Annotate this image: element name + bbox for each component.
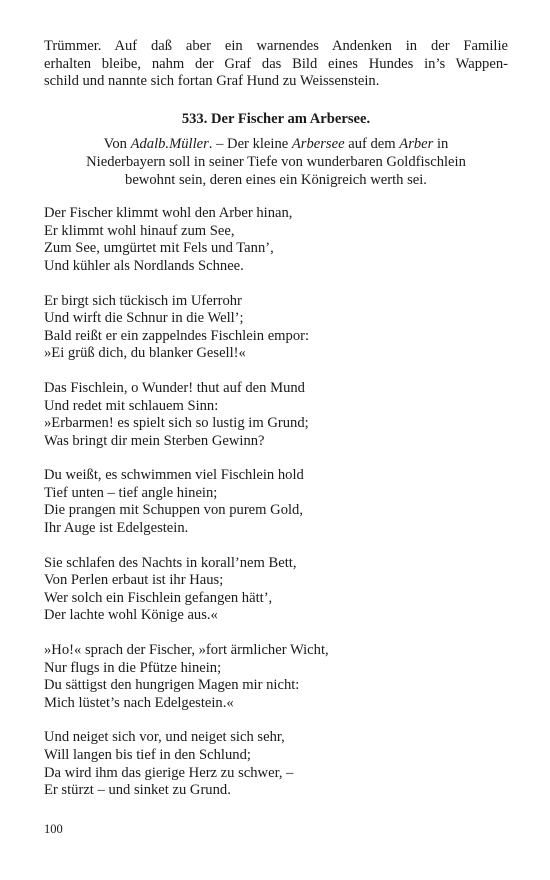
poem-verse: Und neiget sich vor, und neiget sich sehr, [44,729,285,746]
intro-line: erhalten bleibe, nahm der Graf das Bild eines Hundes in’s Wappen- [44,55,508,72]
poem-verse: Der lachte wohl Könige aus.« [44,607,218,624]
poem [44,205,508,800]
poem-verse: Nur flugs in die Pfütze hinein; [44,659,222,676]
poem-verse: Die prangen mit Schuppen von purem Gold, [44,502,303,519]
poem-stanza [44,380,508,450]
poem-stanza [44,642,508,712]
poem-verse: Bald reißt er ein zappelndes Fischlein empor: [44,327,310,344]
poem-stanza [44,555,508,625]
poem-verse: Das Fischlein, o Wunder! thut auf den Mund [44,379,305,396]
poem-verse: Von Perlen erbaut ist ihr Haus; [44,572,224,589]
intro-line: Trümmer. Auf daß aber ein warnendes Andenken in der Familie [44,38,508,54]
poem-verse: Er klimmt wohl hinauf zum See, [44,222,235,239]
poem-verse: Will langen bis tief in den Schlund; [44,747,251,763]
source-text-run: . – Der kleine [208,136,292,153]
poem-verse: Sie schlafen des Nachts in korall’nem Bett, [44,554,297,571]
poem-stanza [44,729,508,799]
poem-verse: Mich lüstet’s nach Edelgestein.« [44,694,234,711]
poem-verse: Du weißt, es schwimmen viel Fischlein hold [44,467,304,484]
source-italic-term: Adalb.Müller [130,136,209,153]
source-italic-term: Arbersee [291,136,345,153]
source-text-run: in [433,136,449,153]
source-note-line [44,136,508,154]
section-heading: 533. Der Fischer am Arbersee. [181,110,371,127]
poem-verse: Wer solch ein Fischlein gefangen hätt’, [44,589,273,606]
source-note-line: bewohnt sein, deren eines ein Königreich werth sei. [125,171,427,188]
poem-verse: Was bringt dir mein Sterben Gewinn? [44,432,265,449]
source-text-run: auf dem [344,136,400,153]
poem-verse: Er stürzt – und sinket zu Grund. [44,782,231,799]
poem-verse: »Erbarmen! es spielt sich so lustig im Grund; [44,415,309,432]
poem-verse: Zum See, umgürtet mit Fels und Tann’, [44,240,274,257]
poem-stanza [44,467,508,537]
poem-verse: Er birgt sich tückisch im Uferrohr [44,292,242,309]
intro-line: schild und nannte sich fortan Graf Hund zu Weissenstein. [44,73,380,90]
poem-verse: Und redet mit schlauem Sinn: [44,397,219,414]
poem-verse: Und kühler als Nordlands Schnee. [44,257,244,274]
poem-stanza [44,205,508,275]
source-text-run: Von [103,136,131,153]
poem-verse: Der Fischer klimmt wohl den Arber hinan, [44,205,293,222]
poem-verse: Und wirft die Schnur in die Well’; [44,310,244,327]
poem-stanza [44,293,508,363]
poem-verse: Du sättigst den hungrigen Magen mir nicht: [44,677,300,694]
source-note-line: Niederbayern soll in seiner Tiefe von wunderbaren Goldfischlein [86,153,466,170]
source-note [44,136,508,189]
page-number: 100 [44,822,63,836]
intro-paragraph [44,38,508,91]
page-content [44,38,508,817]
poem-verse: Da wird ihm das gierige Herz zu schwer, – [44,764,294,781]
poem-verse: »Ei grüß dich, du blanker Gesell!« [44,345,246,362]
poem-verse: Ihr Auge ist Edelgestein. [44,520,189,537]
poem-verse: Tief unten – tief angle hinein; [44,484,218,501]
poem-verse: »Ho!« sprach der Fischer, »fort ärmlicher Wicht, [44,642,329,659]
source-italic-term: Arber [399,136,434,153]
